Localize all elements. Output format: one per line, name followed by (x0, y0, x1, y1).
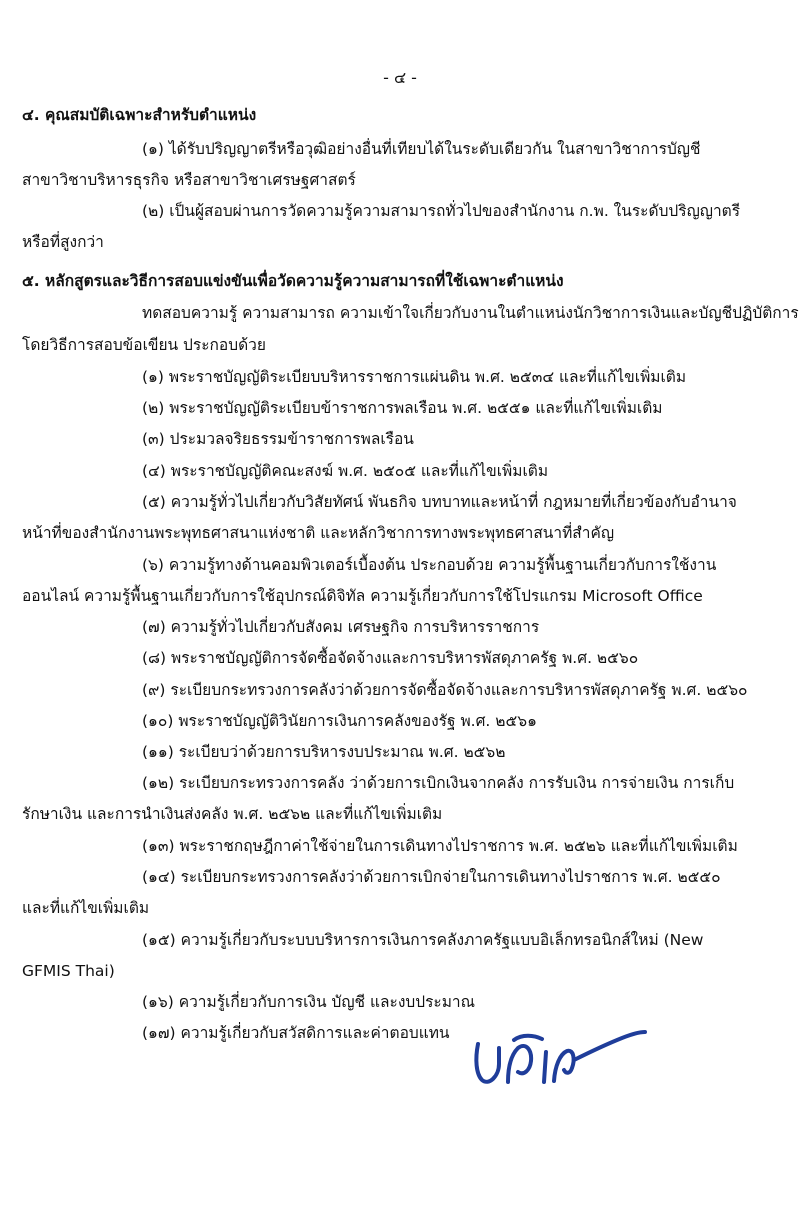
list-item-5-line1: (๕) ความรู้ทั่วไปเกี่ยวกับวิสัยทัศน์ พันธกิจ บทบาทและหน้าที่ กฎหมายที่เกี่ยวข้องกับอำนาจ (142, 493, 737, 511)
list-item-9: (๙) ระเบียบกระทรวงการคลังว่าด้วยการจัดซื้อจัดจ้างและการบริหารพัสดุภาครัฐ พ.ศ. ๒๕๖๐ (142, 681, 748, 699)
section5-heading: ๕. หลักสูตรและวิธีการสอบแข่งขันเพื่อวัดความรู้ความสามารถที่ใช้เฉพาะตำแหน่ง (22, 272, 564, 290)
list-item-7: (๗) ความรู้ทั่วไปเกี่ยวกับสังคม เศรษฐกิจ การบริหารราชการ (142, 618, 540, 636)
section4-item2-line2: หรือที่สูงกว่า (22, 233, 104, 251)
list-item-4: (๔) พระราชบัญญัติคณะสงฆ์ พ.ศ. ๒๕๐๕ และที่แก้ไขเพิ่มเติม (142, 462, 549, 480)
list-item-14-line2: และที่แก้ไขเพิ่มเติม (22, 899, 150, 917)
list-item-15-line2: GFMIS Thai) (22, 962, 115, 980)
list-item-12-line1: (๑๒) ระเบียบกระทรวงการคลัง ว่าด้วยการเบิกเงินจากคลัง การรับเงิน การจ่ายเงิน การเก็บ (142, 774, 735, 792)
list-item-2: (๒) พระราชบัญญัติระเบียบข้าราชการพลเรือน พ.ศ. ๒๕๕๑ และที่แก้ไขเพิ่มเติม (142, 399, 663, 417)
list-item-3: (๓) ประมวลจริยธรรมข้าราชการพลเรือน (142, 430, 414, 448)
list-item-1: (๑) พระราชบัญญัติระเบียบบริหารราชการแผ่นดิน พ.ศ. ๒๕๓๔ และที่แก้ไขเพิ่มเติม (142, 368, 687, 386)
list-item-5-line2: หน้าที่ของสำนักงานพระพุทธศาสนาแห่งชาติ และหลักวิชาการทางพระพุทธศาสนาที่สำคัญ (22, 524, 615, 542)
page-number: - ๔ - (383, 68, 417, 87)
list-item-8: (๘) พระราชบัญญัติการจัดซื้อจัดจ้างและการบริหารพัสดุภาครัฐ พ.ศ. ๒๕๖๐ (142, 649, 639, 667)
list-item-13: (๑๓) พระราชกฤษฎีกาค่าใช้จ่ายในการเดินทางไปราชการ พ.ศ. ๒๕๒๖ และที่แก้ไขเพิ่มเติม (142, 837, 738, 855)
section4-heading: ๔. คุณสมบัติเฉพาะสำหรับตำแหน่ง (22, 106, 257, 124)
section4-item1-line2: สาขาวิชาบริหารธุรกิจ หรือสาขาวิชาเศรษฐศาสตร์ (22, 171, 356, 189)
section5-intro-line1: ทดสอบความรู้ ความสามารถ ความเข้าใจเกี่ยวกับงานในตำแหน่งนักวิชาการเงินและบัญชีปฏิบัติการ (142, 304, 799, 322)
section4-item1-line1: (๑) ได้รับปริญญาตรีหรือวุฒิอย่างอื่นที่เทียบได้ในระดับเดียวกัน ในสาขาวิชาการบัญชี (142, 140, 701, 158)
list-item-12-line2: รักษาเงิน และการนำเงินส่งคลัง พ.ศ. ๒๕๖๒ และที่แก้ไขเพิ่มเติม (22, 805, 443, 823)
list-item-14-line1: (๑๔) ระเบียบกระทรวงการคลังว่าด้วยการเบิกจ่ายในการเดินทางไปราชการ พ.ศ. ๒๕๕๐ (142, 868, 721, 886)
list-item-6-line1: (๖) ความรู้ทางด้านคอมพิวเตอร์เบื้องต้น ประกอบด้วย ความรู้พื้นฐานเกี่ยวกับการใช้งาน (142, 556, 717, 574)
section5-intro-line2: โดยวิธีการสอบข้อเขียน ประกอบด้วย (22, 336, 266, 354)
section4-item2-line1: (๒) เป็นผู้สอบผ่านการวัดความรู้ความสามารถทั่วไปของสำนักงาน ก.พ. ในระดับปริญญาตรี (142, 202, 741, 220)
list-item-10: (๑๐) พระราชบัญญัติวินัยการเงินการคลังของรัฐ พ.ศ. ๒๕๖๑ (142, 712, 537, 730)
list-item-17: (๑๗) ความรู้เกี่ยวกับสวัสดิการและค่าตอบแทน (142, 1024, 450, 1042)
list-item-6-line2: ออนไลน์ ความรู้พื้นฐานเกี่ยวกับการใช้อุปกรณ์ดิจิทัล ความรู้เกี่ยวกับการใช้โปรแกรม Microsoft Office (22, 587, 703, 605)
list-item-11: (๑๑) ระเบียบว่าด้วยการบริหารงบประมาณ พ.ศ. ๒๕๖๒ (142, 743, 506, 761)
handwritten-signature (462, 1004, 652, 1100)
list-item-15-line1: (๑๕) ความรู้เกี่ยวกับระบบบริหารการเงินการคลังภาครัฐแบบอิเล็กทรอนิกส์ใหม่ (New (142, 931, 704, 949)
list-item-16: (๑๖) ความรู้เกี่ยวกับการเงิน บัญชี และงบประมาณ (142, 993, 476, 1011)
